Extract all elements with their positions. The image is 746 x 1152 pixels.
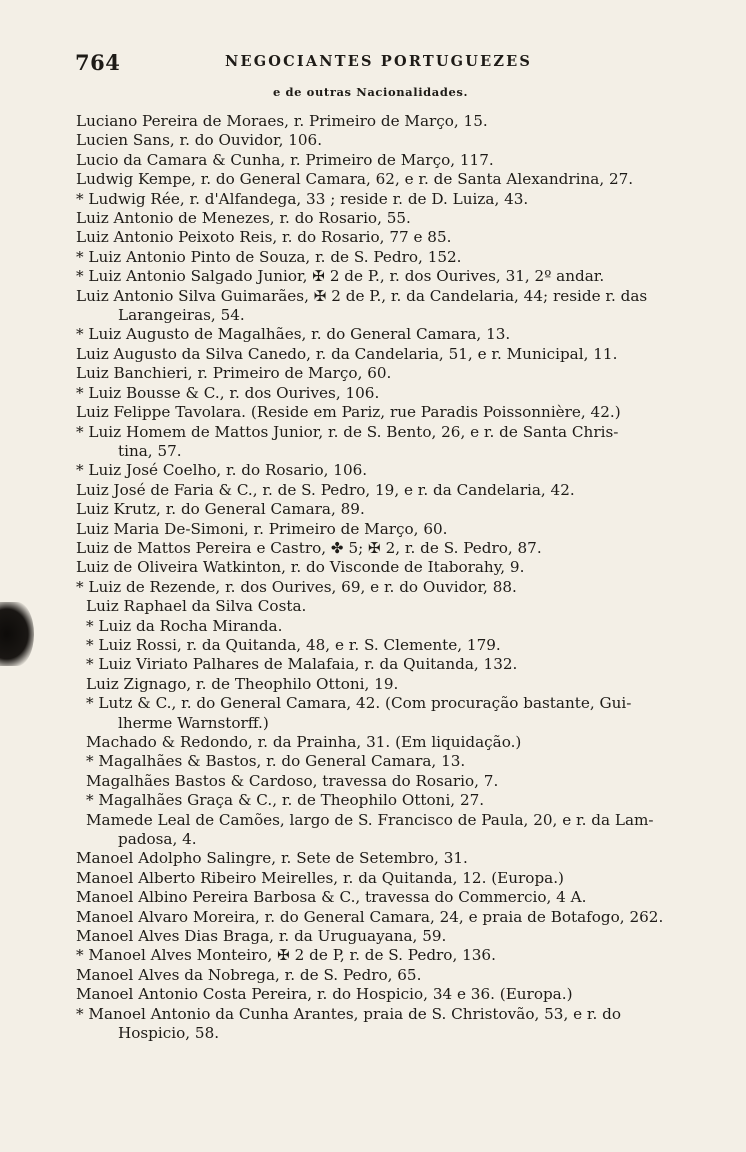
list-item: * Magalhães & Bastos, r. do General Camara, 13. [86, 752, 466, 771]
list-item: Manoel Alves Dias Braga, r. da Uruguayana, 59. [76, 927, 447, 946]
list-item: * Luiz de Rezende, r. dos Ourives, 69, e r. do Ouvidor, 88. [76, 577, 517, 596]
list-item-continuation: lherme Warnstorff.) [118, 713, 269, 732]
list-item: Lucio da Camara & Cunha, r. Primeiro de Março, 117. [76, 150, 494, 169]
list-item: * Luiz Viriato Palhares de Malafaia, r. da Quitanda, 132. [86, 655, 518, 674]
list-item: * Lutz & C., r. do General Camara, 42. (Com procuração bastante, Gui- [86, 694, 632, 713]
list-item: Luiz Augusto da Silva Canedo, r. da Candelaria, 51, e r. Municipal, 11. [76, 344, 618, 363]
list-item: Luiz Krutz, r. do General Camara, 89. [76, 500, 365, 519]
list-item: Manoel Alberto Ribeiro Meirelles, r. da Quitanda, 12. (Europa.) [76, 868, 564, 887]
list-item: Luiz Antonio Silva Guimarães, ✠ 2 de P., r. da Candelaria, 44; reside r. das [76, 286, 648, 305]
list-item: * Ludwig Rée, r. d'Alfandega, 33 ; reside r. de D. Luiza, 43. [76, 189, 529, 208]
list-item: Machado & Redondo, r. da Prainha, 31. (Em liquidação.) [86, 733, 522, 751]
list-item: * Luiz Rossi, r. da Quitanda, 48, e r. S. Clemente, 179. [86, 635, 501, 654]
list-item: Luiz Antonio de Menezes, r. do Rosario, 55. [76, 209, 411, 228]
list-item: Lucien Sans, r. do Ouvidor, 106. [76, 131, 323, 150]
list-item: * Luiz Antonio Pinto de Souza, r. de S. Pedro, 152. [76, 247, 462, 266]
list-item: * Luiz Bousse & C., r. dos Ourives, 106. [76, 383, 380, 402]
list-item: Luiz de Oliveira Watkinton, r. do Visconde de Itaborahy, 9. [76, 558, 525, 577]
list-item: * Luiz José Coelho, r. do Rosario, 106. [76, 461, 368, 480]
list-item: Luciano Pereira de Moraes, r. Primeiro de Março, 15. [76, 112, 488, 130]
page-edge-stain [0, 602, 34, 666]
list-item: * Luiz da Rocha Miranda. [86, 616, 283, 635]
merchant-list [76, 112, 724, 1044]
list-item: Luiz Maria De-Simoni, r. Primeiro de Março, 60. [76, 519, 448, 538]
list-item: Ludwig Kempe, r. do General Camara, 62, e r. de Santa Alexandrina, 27. [76, 170, 634, 189]
page-subtitle: e de outras Nacionalidades. [273, 85, 469, 99]
list-item: Luiz Antonio Peixoto Reis, r. do Rosario, 77 e 85. [76, 228, 452, 247]
list-item: Manoel Alvaro Moreira, r. do General Camara, 24, e praia de Botafogo, 262. [76, 907, 664, 926]
list-item: Luiz Raphael da Silva Costa. [86, 597, 307, 616]
list-item: Manoel Alves da Nobrega, r. de S. Pedro, 65. [76, 965, 422, 984]
list-item: * Luiz Augusto de Magalhães, r. do General Camara, 13. [76, 325, 511, 344]
list-item: * Manoel Alves Monteiro, ✠ 2 de P, r. de S. Pedro, 136. [76, 946, 496, 965]
list-item: Luiz Banchieri, r. Primeiro de Março, 60. [76, 364, 392, 383]
list-item-continuation: padosa, 4. [118, 830, 197, 849]
list-item-continuation: tina, 57. [118, 441, 182, 460]
list-item: Luiz Felippe Tavolara. (Reside em Pariz, rue Paradis Poissonnière, 42.) [76, 403, 621, 422]
list-item: Mamede Leal de Camões, largo de S. Francisco de Paula, 20, e r. da Lam- [86, 810, 654, 829]
list-item-continuation: Larangeiras, 54. [118, 306, 245, 325]
list-item: Luiz Zignago, r. de Theophilo Ottoni, 19. [86, 674, 399, 693]
list-item: Luiz José de Faria & C., r. de S. Pedro, 19, e r. da Candelaria, 42. [76, 480, 575, 499]
list-item: * Luiz Homem de Mattos Junior, r. de S. Bento, 26, e r. de Santa Chris- [76, 422, 619, 441]
page-number: 764 [75, 50, 121, 75]
list-item: Manoel Albino Pereira Barbosa & C., travessa do Commercio, 4 A. [76, 888, 587, 907]
list-item: Luiz de Mattos Pereira e Castro, ✤ 5; ✠ 2, r. de S. Pedro, 87. [76, 538, 542, 557]
list-item: * Magalhães Graça & C., r. de Theophilo Ottoni, 27. [86, 791, 485, 810]
list-item: Manoel Antonio Costa Pereira, r. do Hospicio, 34 e 36. (Europa.) [76, 985, 573, 1004]
list-item-continuation: Hospicio, 58. [118, 1024, 220, 1043]
list-item: * Manoel Antonio da Cunha Arantes, praia de S. Christovão, 53, e r. do [76, 1004, 622, 1023]
page-title: NEGOCIANTES PORTUGUEZES [225, 53, 533, 70]
list-item: Magalhães Bastos & Cardoso, travessa do Rosario, 7. [86, 771, 499, 790]
list-item: Manoel Adolpho Salingre, r. Sete de Setembro, 31. [76, 849, 468, 868]
list-item: * Luiz Antonio Salgado Junior, ✠ 2 de P., r. dos Ourives, 31, 2º andar. [76, 267, 605, 286]
